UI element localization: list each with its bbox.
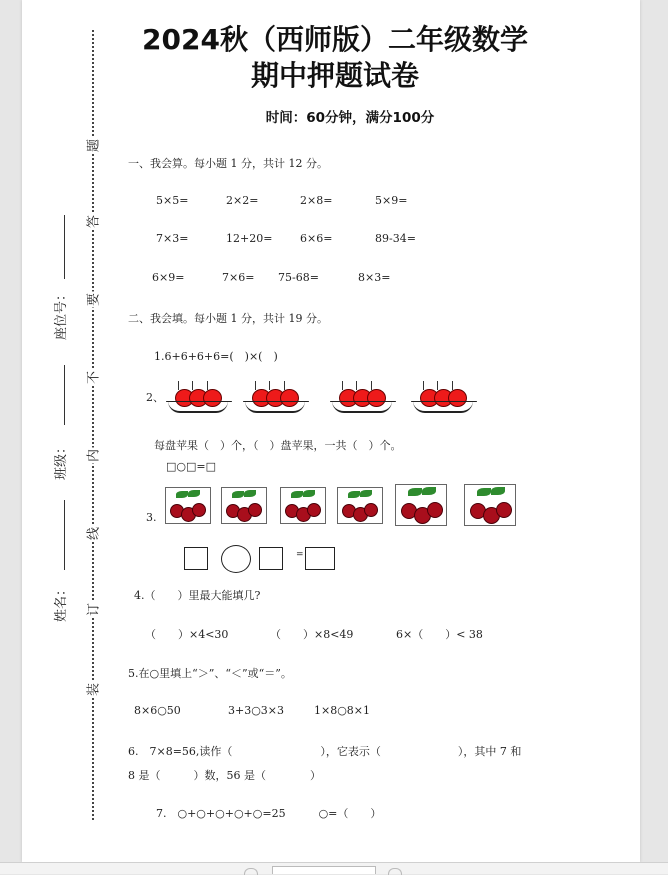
question-7: 7. ○+○+○+○+○=25 ○=（ ） bbox=[156, 807, 382, 820]
operator-circle[interactable] bbox=[221, 545, 251, 573]
calc-item: 2×2= bbox=[226, 194, 259, 207]
question-5-item: 8×6○50 bbox=[134, 704, 181, 717]
answer-square[interactable] bbox=[184, 547, 208, 570]
question-2-formula: □○□=□ bbox=[166, 460, 216, 473]
cherry-picture bbox=[395, 484, 447, 526]
question-6-line1: 6. 7×8=56,读作（ ），它表示（ ），其中 7 和 bbox=[128, 745, 522, 758]
name-blank[interactable] bbox=[64, 500, 65, 570]
binding-char-5: 内 bbox=[83, 448, 102, 464]
calc-item: 2×8= bbox=[300, 194, 333, 207]
apple-plate-illustration bbox=[330, 381, 396, 415]
answer-square[interactable] bbox=[305, 547, 335, 570]
calc-item: 6×6= bbox=[300, 232, 333, 245]
calc-item: 5×9= bbox=[375, 194, 408, 207]
question-2-label: 2、 bbox=[146, 391, 164, 404]
question-6-line2: 8 是（ ）数，56 是（ ） bbox=[128, 769, 321, 782]
prev-page-icon[interactable] bbox=[244, 868, 258, 875]
question-4-title: 4.（ ）里最大能填几? bbox=[134, 589, 261, 602]
cherry-picture bbox=[337, 487, 383, 524]
question-5-item: 3+3○3×3 bbox=[228, 704, 285, 717]
question-1: 1.6+6+6+6=( )×( ) bbox=[154, 350, 278, 363]
seat-number-label: 座位号： bbox=[54, 287, 69, 340]
calc-item: 89-34= bbox=[375, 232, 416, 245]
answer-square[interactable] bbox=[259, 547, 283, 570]
next-page-icon[interactable] bbox=[388, 868, 402, 875]
exam-title: 2024秋（西师版）二年级数学 bbox=[142, 23, 528, 56]
class-label: 班级： bbox=[54, 440, 69, 480]
question-4-item: （ ）×8<49 bbox=[270, 628, 354, 641]
exam-title-line2: 期中押题试卷 bbox=[250, 59, 419, 92]
section1-heading: 一、我会算。每小题 1 分，共计 12 分。 bbox=[128, 157, 328, 170]
binding-char-7: 订 bbox=[83, 602, 102, 618]
class-blank[interactable] bbox=[64, 365, 65, 425]
cherry-picture bbox=[280, 487, 326, 524]
binding-char-8: 装 bbox=[83, 682, 102, 698]
calc-item: 75-68= bbox=[278, 271, 319, 284]
exam-time-info: 时间：60分钟，满分100分 bbox=[265, 110, 435, 126]
calc-item: 5×5= bbox=[156, 194, 189, 207]
seat-number-blank[interactable] bbox=[64, 215, 65, 279]
apple-plate-illustration bbox=[166, 381, 232, 415]
question-2-text: 每盘苹果（ ）个，（ ）盘苹果，一共（ ）个。 bbox=[154, 439, 402, 452]
name-label: 姓名： bbox=[54, 582, 69, 622]
calc-item: 7×3= bbox=[156, 232, 189, 245]
question-5-item: 1×8○8×1 bbox=[314, 704, 371, 717]
calc-item: 7×6= bbox=[222, 271, 255, 284]
equals-sign: = bbox=[296, 550, 304, 560]
cherry-picture bbox=[464, 484, 516, 526]
apple-plate-illustration bbox=[411, 381, 477, 415]
binding-char-3: 要 bbox=[83, 292, 102, 308]
question-3-label: 3. bbox=[146, 511, 157, 524]
binding-char-4: 不 bbox=[83, 370, 102, 386]
calc-item: 8×3= bbox=[358, 271, 391, 284]
binding-char-1: 题 bbox=[83, 138, 102, 154]
question-5-title: 5.在○里填上“＞”、“＜”或“＝”。 bbox=[128, 667, 292, 680]
binding-char-2: 答 bbox=[83, 214, 102, 230]
question-4-item: 6×（ ）< 38 bbox=[396, 628, 483, 641]
cherry-picture bbox=[165, 487, 211, 524]
cherry-picture bbox=[221, 487, 267, 524]
question-4-item: （ ）×4<30 bbox=[145, 628, 229, 641]
binding-char-6: 线 bbox=[83, 526, 102, 542]
apple-plate-illustration bbox=[243, 381, 309, 415]
section2-heading: 二、我会填。每小题 1 分，共计 19 分。 bbox=[128, 312, 328, 325]
exam-page bbox=[22, 0, 640, 862]
calc-item: 6×9= bbox=[152, 271, 185, 284]
calc-item: 12+20= bbox=[226, 232, 273, 245]
